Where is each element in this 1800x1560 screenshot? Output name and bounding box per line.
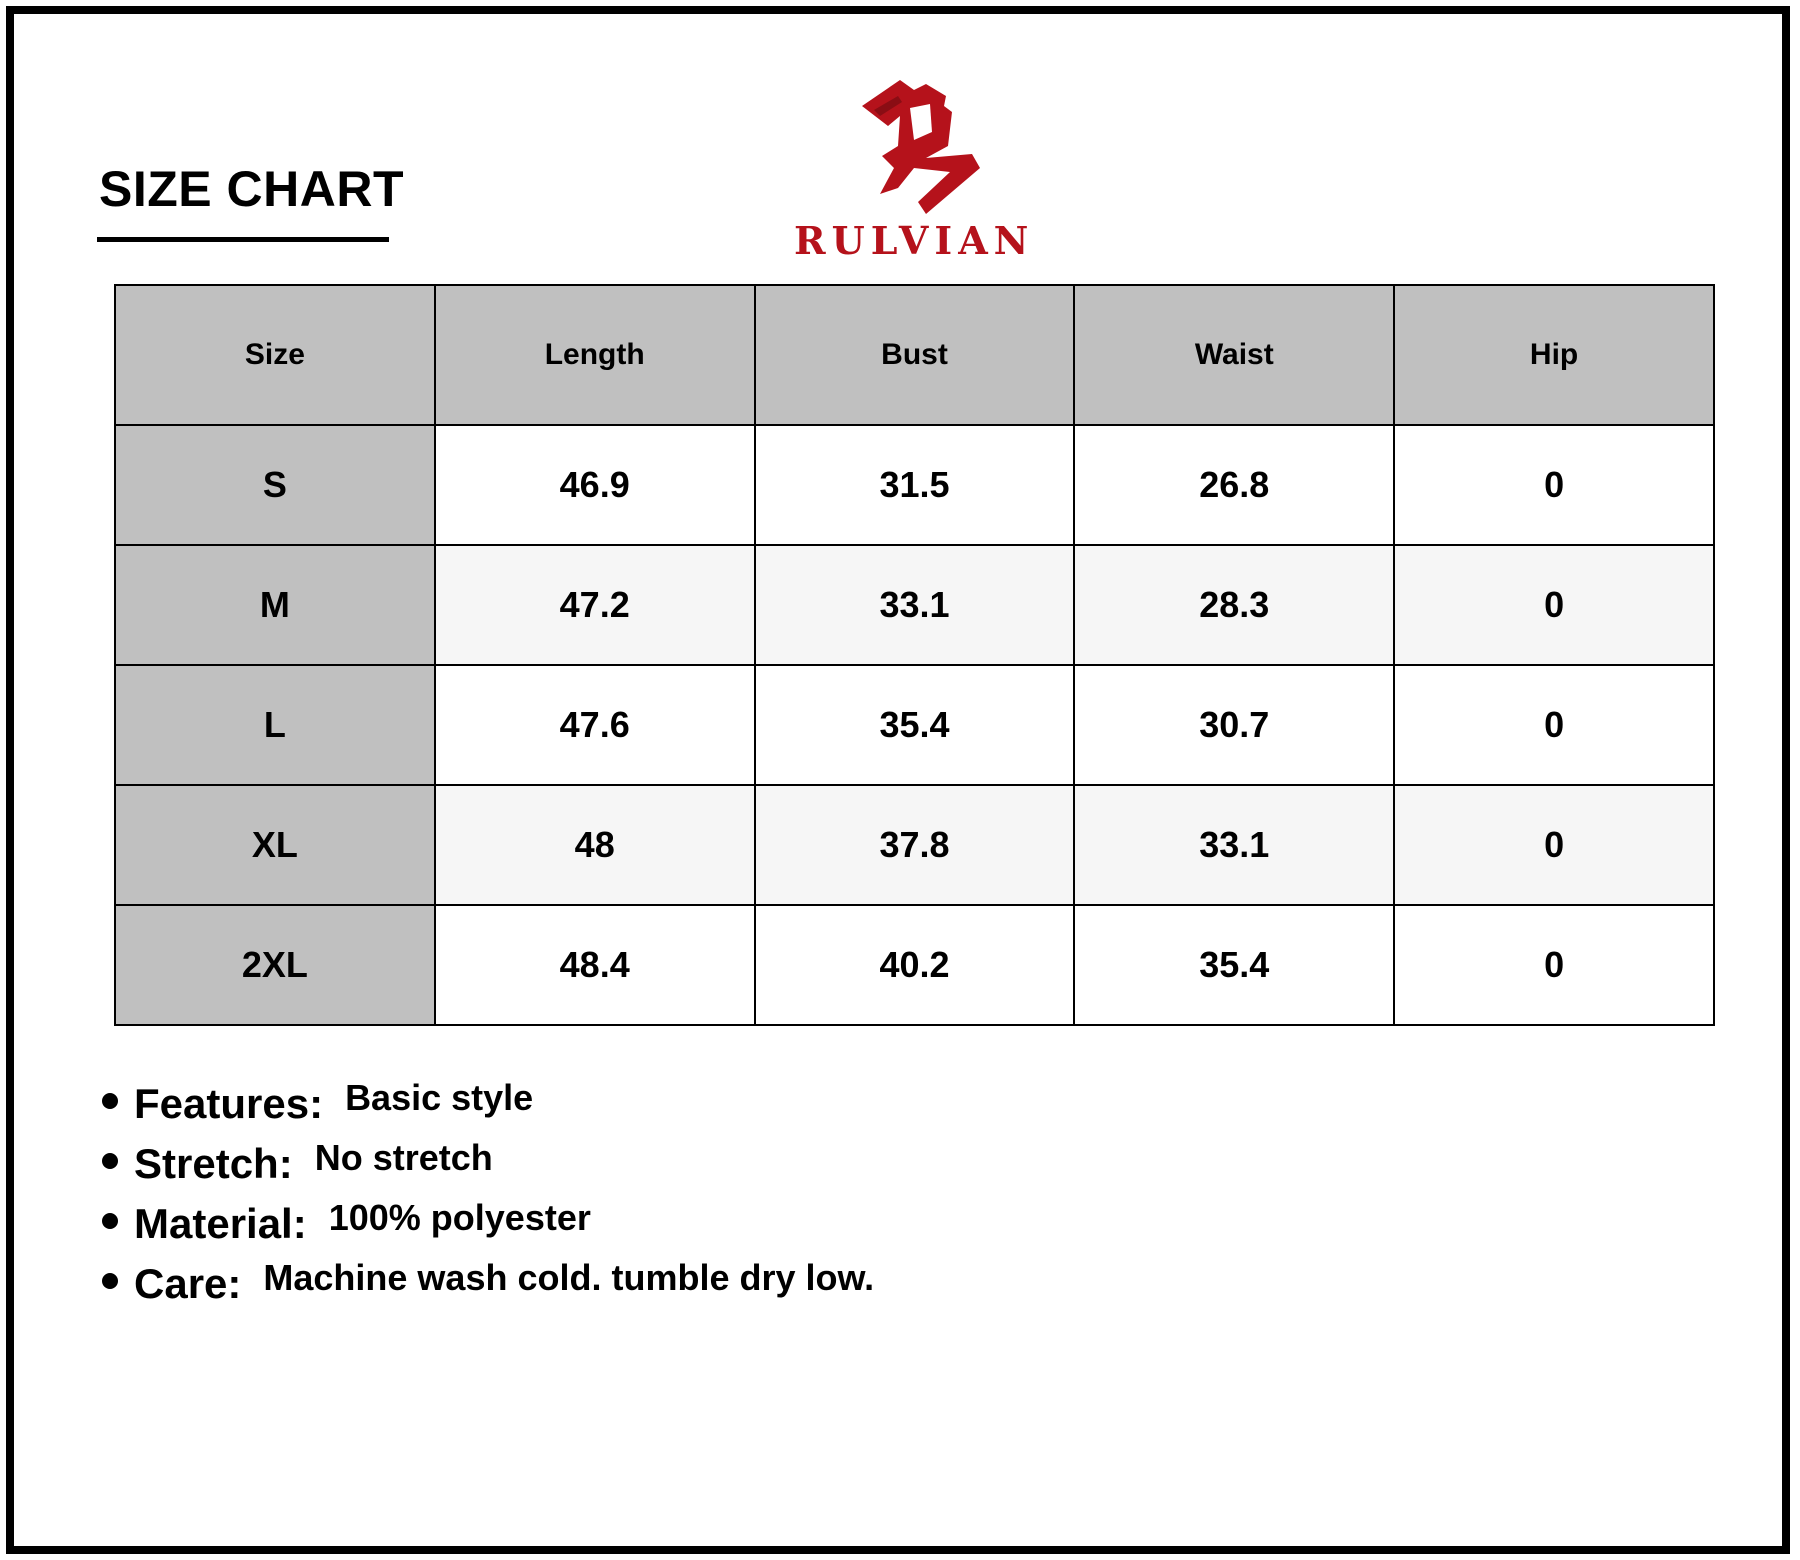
table-row	[115, 425, 1714, 545]
column-header: Size	[115, 285, 435, 425]
table-row	[115, 905, 1714, 1025]
bullet-icon	[102, 1153, 118, 1169]
bust-cell: 31.5	[755, 425, 1075, 545]
length-cell: 47.6	[435, 665, 755, 785]
table-row	[115, 785, 1714, 905]
bullet-icon	[102, 1093, 118, 1109]
note-value: No stretch	[314, 1137, 493, 1178]
note-stretch	[102, 1134, 874, 1194]
note-value: Machine wash cold. tumble dry low.	[263, 1257, 875, 1298]
length-cell: 46.9	[435, 425, 755, 545]
size-cell: L	[115, 665, 435, 785]
waist-cell: 35.4	[1074, 905, 1394, 1025]
hip-cell: 0	[1394, 905, 1714, 1025]
note-care	[102, 1254, 874, 1314]
column-header: Waist	[1074, 285, 1394, 425]
hip-cell: 0	[1394, 545, 1714, 665]
bust-cell: 40.2	[755, 905, 1075, 1025]
title-underline	[97, 237, 389, 242]
length-cell: 47.2	[435, 545, 755, 665]
column-header: Length	[435, 285, 755, 425]
size-cell: M	[115, 545, 435, 665]
length-cell: 48.4	[435, 905, 755, 1025]
bust-cell: 33.1	[755, 545, 1075, 665]
waist-cell: 28.3	[1074, 545, 1394, 665]
note-material	[102, 1194, 874, 1254]
hip-cell: 0	[1394, 665, 1714, 785]
rulvian-r-logo-icon	[854, 76, 989, 216]
waist-cell: 26.8	[1074, 425, 1394, 545]
bust-cell: 35.4	[755, 665, 1075, 785]
hip-cell: 0	[1394, 785, 1714, 905]
bullet-icon	[102, 1273, 118, 1289]
product-notes	[102, 1074, 874, 1314]
waist-cell: 30.7	[1074, 665, 1394, 785]
bullet-icon	[102, 1213, 118, 1229]
waist-cell: 33.1	[1074, 785, 1394, 905]
column-header: Hip	[1394, 285, 1714, 425]
size-cell: 2XL	[115, 905, 435, 1025]
bust-cell: 37.8	[755, 785, 1075, 905]
brand-name: RULVIAN	[794, 218, 1035, 263]
column-header: Bust	[755, 285, 1075, 425]
size-cell: XL	[115, 785, 435, 905]
page-title: SIZE CHART	[99, 161, 404, 217]
note-label: Features:	[134, 1080, 324, 1127]
note-label: Stretch:	[134, 1140, 293, 1187]
length-cell: 48	[435, 785, 755, 905]
table-row	[115, 665, 1714, 785]
note-label: Material:	[134, 1200, 307, 1247]
table-row	[115, 545, 1714, 665]
size-cell: S	[115, 425, 435, 545]
page-frame	[6, 6, 1790, 1554]
note-value: Basic style	[345, 1077, 534, 1118]
note-features	[102, 1074, 874, 1134]
note-label: Care:	[134, 1260, 242, 1307]
size-table	[114, 284, 1715, 1026]
hip-cell: 0	[1394, 425, 1714, 545]
table-header-row	[115, 285, 1714, 425]
note-value: 100% polyester	[328, 1197, 591, 1238]
